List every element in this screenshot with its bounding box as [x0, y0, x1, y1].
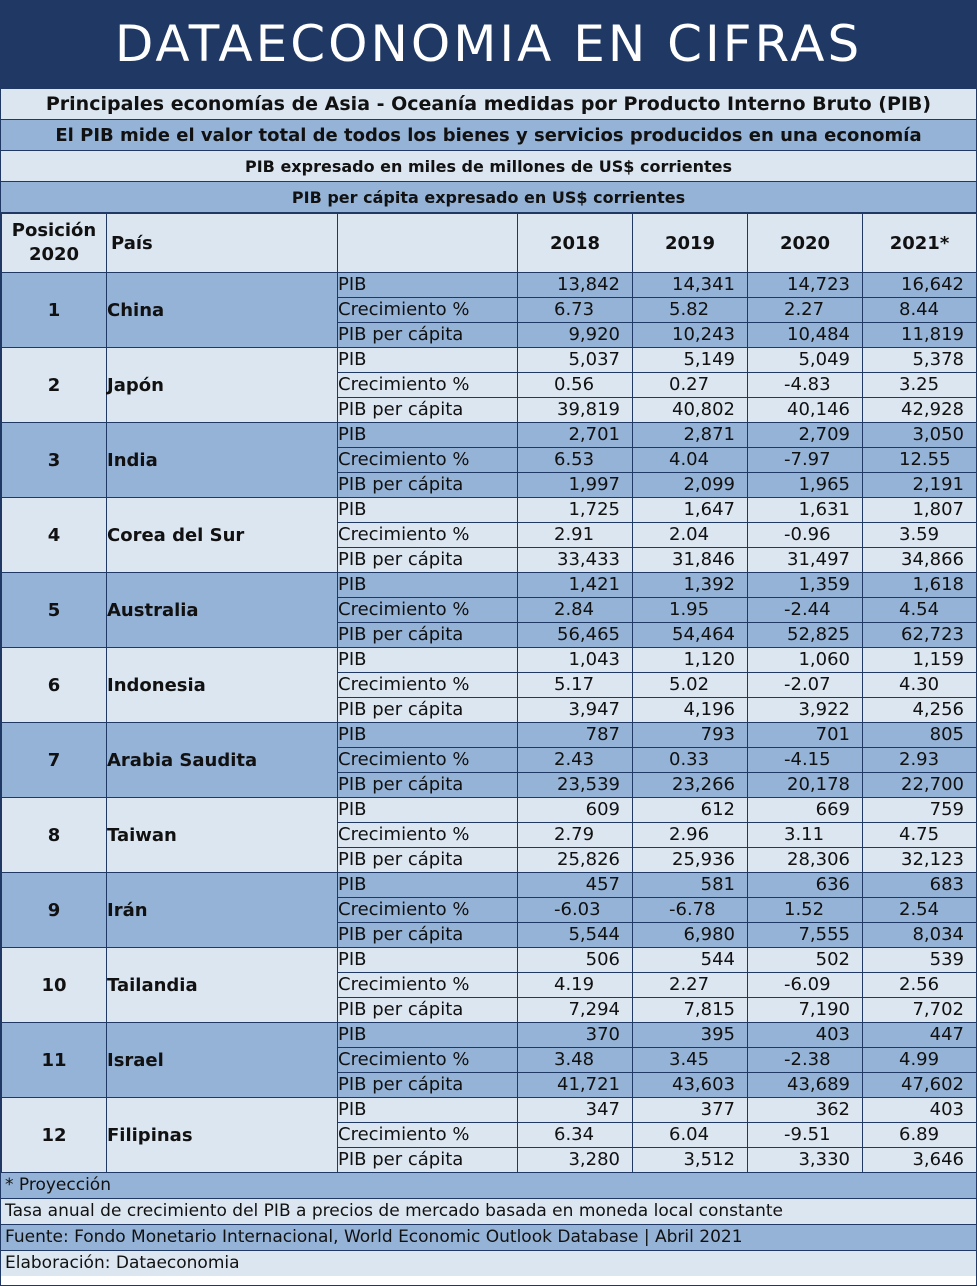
value-cell: 612: [633, 798, 748, 823]
value-cell: 3,280: [518, 1148, 633, 1173]
value-cell: -2.07: [748, 673, 863, 698]
value-cell: 10,243: [633, 323, 748, 348]
value-cell: 1,421: [518, 573, 633, 598]
value-cell: 4.04: [633, 448, 748, 473]
value-cell: 447: [863, 1023, 977, 1048]
country-name: Arabia Saudita: [107, 723, 338, 798]
value-cell: 6.73: [518, 298, 633, 323]
indicator-growth: Crecimiento %: [338, 523, 518, 548]
indicator-pib: PIB: [338, 948, 518, 973]
value-cell: 502: [748, 948, 863, 973]
position-cell: 4: [2, 498, 107, 573]
value-cell: 14,723: [748, 273, 863, 298]
value-cell: 4.19: [518, 973, 633, 998]
value-cell: 62,723: [863, 623, 977, 648]
gdp-table: [1, 213, 977, 1173]
indicator-percap: PIB per cápita: [338, 848, 518, 873]
table-row: [2, 498, 977, 523]
indicator-percap: PIB per cápita: [338, 923, 518, 948]
value-cell: 9,920: [518, 323, 633, 348]
indicator-percap: PIB per cápita: [338, 548, 518, 573]
value-cell: 32,123: [863, 848, 977, 873]
value-cell: 4,196: [633, 698, 748, 723]
value-cell: 23,266: [633, 773, 748, 798]
value-cell: 2.96: [633, 823, 748, 848]
value-cell: 0.33: [633, 748, 748, 773]
table-row: [2, 648, 977, 673]
table-row: [2, 573, 977, 598]
indicator-percap: PIB per cápita: [338, 398, 518, 423]
country-name: Israel: [107, 1023, 338, 1098]
value-cell: 3.48: [518, 1048, 633, 1073]
value-cell: 2.91: [518, 523, 633, 548]
value-cell: 20,178: [748, 773, 863, 798]
value-cell: 2.56: [863, 973, 977, 998]
country-name: Tailandia: [107, 948, 338, 1023]
indicator-percap: PIB per cápita: [338, 323, 518, 348]
value-cell: 40,802: [633, 398, 748, 423]
indicator-pib: PIB: [338, 723, 518, 748]
column-header-year: 2018: [518, 214, 633, 273]
country-name: Australia: [107, 573, 338, 648]
indicator-percap: PIB per cápita: [338, 998, 518, 1023]
value-cell: 2.84: [518, 598, 633, 623]
value-cell: 4.54: [863, 598, 977, 623]
value-cell: 3.59: [863, 523, 977, 548]
indicator-growth: Crecimiento %: [338, 448, 518, 473]
country-name: Irán: [107, 873, 338, 948]
value-cell: 609: [518, 798, 633, 823]
value-cell: 10,484: [748, 323, 863, 348]
value-cell: 43,689: [748, 1073, 863, 1098]
position-cell: 9: [2, 873, 107, 948]
indicator-growth: Crecimiento %: [338, 973, 518, 998]
value-cell: -9.51: [748, 1123, 863, 1148]
value-cell: 5,049: [748, 348, 863, 373]
table-row: [2, 873, 977, 898]
value-cell: 1.52: [748, 898, 863, 923]
value-cell: -7.97: [748, 448, 863, 473]
position-cell: 5: [2, 573, 107, 648]
table-row: [2, 948, 977, 973]
value-cell: 3,922: [748, 698, 863, 723]
value-cell: 539: [863, 948, 977, 973]
value-cell: 457: [518, 873, 633, 898]
value-cell: -4.15: [748, 748, 863, 773]
value-cell: 2.54: [863, 898, 977, 923]
value-cell: 12.55: [863, 448, 977, 473]
value-cell: 7,294: [518, 998, 633, 1023]
value-cell: 3,050: [863, 423, 977, 448]
value-cell: 395: [633, 1023, 748, 1048]
value-cell: 1.95: [633, 598, 748, 623]
indicator-pib: PIB: [338, 1023, 518, 1048]
value-cell: 7,190: [748, 998, 863, 1023]
position-cell: 11: [2, 1023, 107, 1098]
value-cell: 2.93: [863, 748, 977, 773]
indicator-percap: PIB per cápita: [338, 473, 518, 498]
value-cell: 4.30: [863, 673, 977, 698]
position-cell: 2: [2, 348, 107, 423]
value-cell: 23,539: [518, 773, 633, 798]
value-cell: -6.03: [518, 898, 633, 923]
indicator-percap: PIB per cápita: [338, 623, 518, 648]
value-cell: 6.04: [633, 1123, 748, 1148]
indicator-percap: PIB per cápita: [338, 1148, 518, 1173]
value-cell: 377: [633, 1098, 748, 1123]
table-row: [2, 273, 977, 298]
indicator-percap: PIB per cápita: [338, 773, 518, 798]
value-cell: 403: [748, 1023, 863, 1048]
table-body: [2, 273, 977, 1173]
column-header-indicator: [338, 214, 518, 273]
value-cell: 52,825: [748, 623, 863, 648]
value-cell: 1,120: [633, 648, 748, 673]
value-cell: 787: [518, 723, 633, 748]
value-cell: 2.43: [518, 748, 633, 773]
value-cell: 4.99: [863, 1048, 977, 1073]
indicator-pib: PIB: [338, 648, 518, 673]
value-cell: 14,341: [633, 273, 748, 298]
country-name: Taiwan: [107, 798, 338, 873]
table-row: [2, 723, 977, 748]
unit-note-percap: PIB per cápita expresado en US$ corrientes: [1, 182, 976, 213]
column-header-country: País: [107, 214, 338, 273]
indicator-percap: PIB per cápita: [338, 1073, 518, 1098]
value-cell: 7,702: [863, 998, 977, 1023]
value-cell: 16,642: [863, 273, 977, 298]
value-cell: -0.96: [748, 523, 863, 548]
country-name: Filipinas: [107, 1098, 338, 1173]
position-cell: 6: [2, 648, 107, 723]
value-cell: 5.82: [633, 298, 748, 323]
value-cell: 0.56: [518, 373, 633, 398]
value-cell: 42,928: [863, 398, 977, 423]
source-note: Fuente: Fondo Monetario Internacional, World Economic Outlook Database | Abril 2021: [1, 1225, 976, 1251]
value-cell: 13,842: [518, 273, 633, 298]
column-header-year: 2020: [748, 214, 863, 273]
indicator-growth: Crecimiento %: [338, 298, 518, 323]
value-cell: 7,815: [633, 998, 748, 1023]
indicator-growth: Crecimiento %: [338, 673, 518, 698]
indicator-growth: Crecimiento %: [338, 898, 518, 923]
value-cell: 805: [863, 723, 977, 748]
country-name: Japón: [107, 348, 338, 423]
value-cell: 25,826: [518, 848, 633, 873]
table-row: [2, 1023, 977, 1048]
value-cell: 5,037: [518, 348, 633, 373]
table-row: [2, 348, 977, 373]
value-cell: 33,433: [518, 548, 633, 573]
value-cell: 40,146: [748, 398, 863, 423]
value-cell: 39,819: [518, 398, 633, 423]
value-cell: 6.89: [863, 1123, 977, 1148]
value-cell: 1,392: [633, 573, 748, 598]
value-cell: -4.83: [748, 373, 863, 398]
value-cell: 1,725: [518, 498, 633, 523]
value-cell: 34,866: [863, 548, 977, 573]
definition-note: El PIB mide el valor total de todos los bienes y servicios producidos en una economía: [1, 120, 976, 151]
banner-title: DATAECONOMIA EN CIFRAS: [1, 1, 976, 87]
value-cell: 47,602: [863, 1073, 977, 1098]
value-cell: 4,256: [863, 698, 977, 723]
country-name: Corea del Sur: [107, 498, 338, 573]
indicator-pib: PIB: [338, 873, 518, 898]
value-cell: 544: [633, 948, 748, 973]
indicator-pib: PIB: [338, 348, 518, 373]
country-name: India: [107, 423, 338, 498]
value-cell: -2.38: [748, 1048, 863, 1073]
unit-note-pib: PIB expresado en miles de millones de US$ corrientes: [1, 151, 976, 182]
value-cell: 506: [518, 948, 633, 973]
value-cell: 56,465: [518, 623, 633, 648]
growth-note: Tasa anual de crecimiento del PIB a precios de mercado basada en moneda local constante: [1, 1199, 976, 1225]
value-cell: 25,936: [633, 848, 748, 873]
value-cell: 2.27: [748, 298, 863, 323]
projection-note: * Proyección: [1, 1173, 976, 1199]
value-cell: 3,646: [863, 1148, 977, 1173]
value-cell: 6.34: [518, 1123, 633, 1148]
position-cell: 12: [2, 1098, 107, 1173]
value-cell: 7,555: [748, 923, 863, 948]
value-cell: 3.25: [863, 373, 977, 398]
value-cell: 1,997: [518, 473, 633, 498]
value-cell: 683: [863, 873, 977, 898]
credit-note: Elaboración: Dataeconomia: [1, 1251, 976, 1276]
indicator-growth: Crecimiento %: [338, 1048, 518, 1073]
value-cell: 793: [633, 723, 748, 748]
value-cell: 2,709: [748, 423, 863, 448]
table-row: [2, 423, 977, 448]
value-cell: 5,544: [518, 923, 633, 948]
column-header-year: 2021*: [863, 214, 977, 273]
value-cell: 2,871: [633, 423, 748, 448]
value-cell: 2.79: [518, 823, 633, 848]
indicator-growth: Crecimiento %: [338, 598, 518, 623]
value-cell: 31,497: [748, 548, 863, 573]
value-cell: 669: [748, 798, 863, 823]
position-cell: 8: [2, 798, 107, 873]
value-cell: 8,034: [863, 923, 977, 948]
value-cell: 1,647: [633, 498, 748, 523]
country-name: Indonesia: [107, 648, 338, 723]
value-cell: 2.27: [633, 973, 748, 998]
value-cell: 2,099: [633, 473, 748, 498]
column-header-row: [2, 214, 977, 273]
indicator-pib: PIB: [338, 498, 518, 523]
value-cell: 3,512: [633, 1148, 748, 1173]
indicator-growth: Crecimiento %: [338, 823, 518, 848]
value-cell: 5,149: [633, 348, 748, 373]
value-cell: 3,947: [518, 698, 633, 723]
page-title: Principales economías de Asia - Oceanía medidas por Producto Interno Bruto (PIB): [1, 87, 976, 120]
indicator-pib: PIB: [338, 1098, 518, 1123]
value-cell: 2.04: [633, 523, 748, 548]
table-row: [2, 798, 977, 823]
value-cell: 31,846: [633, 548, 748, 573]
value-cell: 28,306: [748, 848, 863, 873]
value-cell: 41,721: [518, 1073, 633, 1098]
indicator-growth: Crecimiento %: [338, 748, 518, 773]
value-cell: -2.44: [748, 598, 863, 623]
value-cell: 581: [633, 873, 748, 898]
value-cell: 701: [748, 723, 863, 748]
value-cell: 403: [863, 1098, 977, 1123]
value-cell: 1,965: [748, 473, 863, 498]
value-cell: 636: [748, 873, 863, 898]
value-cell: 2,701: [518, 423, 633, 448]
position-cell: 3: [2, 423, 107, 498]
indicator-growth: Crecimiento %: [338, 373, 518, 398]
country-name: China: [107, 273, 338, 348]
value-cell: 3,330: [748, 1148, 863, 1173]
value-cell: 5.02: [633, 673, 748, 698]
value-cell: 11,819: [863, 323, 977, 348]
value-cell: 362: [748, 1098, 863, 1123]
indicator-percap: PIB per cápita: [338, 698, 518, 723]
value-cell: 5,378: [863, 348, 977, 373]
value-cell: 1,631: [748, 498, 863, 523]
value-cell: 43,603: [633, 1073, 748, 1098]
value-cell: 54,464: [633, 623, 748, 648]
value-cell: 3.45: [633, 1048, 748, 1073]
column-header-year: 2019: [633, 214, 748, 273]
value-cell: 1,618: [863, 573, 977, 598]
value-cell: 1,159: [863, 648, 977, 673]
value-cell: 370: [518, 1023, 633, 1048]
indicator-pib: PIB: [338, 423, 518, 448]
position-cell: 1: [2, 273, 107, 348]
value-cell: 1,359: [748, 573, 863, 598]
value-cell: 347: [518, 1098, 633, 1123]
value-cell: 5.17: [518, 673, 633, 698]
column-header-position: Posición 2020: [2, 214, 107, 273]
value-cell: 2,191: [863, 473, 977, 498]
value-cell: 0.27: [633, 373, 748, 398]
value-cell: -6.09: [748, 973, 863, 998]
value-cell: 1,043: [518, 648, 633, 673]
indicator-growth: Crecimiento %: [338, 1123, 518, 1148]
value-cell: 1,060: [748, 648, 863, 673]
position-cell: 7: [2, 723, 107, 798]
table-row: [2, 1098, 977, 1123]
value-cell: -6.78: [633, 898, 748, 923]
indicator-pib: PIB: [338, 798, 518, 823]
value-cell: 759: [863, 798, 977, 823]
value-cell: 4.75: [863, 823, 977, 848]
value-cell: 6.53: [518, 448, 633, 473]
indicator-pib: PIB: [338, 273, 518, 298]
value-cell: 8.44: [863, 298, 977, 323]
value-cell: 22,700: [863, 773, 977, 798]
value-cell: 1,807: [863, 498, 977, 523]
indicator-pib: PIB: [338, 573, 518, 598]
position-cell: 10: [2, 948, 107, 1023]
value-cell: 6,980: [633, 923, 748, 948]
value-cell: 3.11: [748, 823, 863, 848]
